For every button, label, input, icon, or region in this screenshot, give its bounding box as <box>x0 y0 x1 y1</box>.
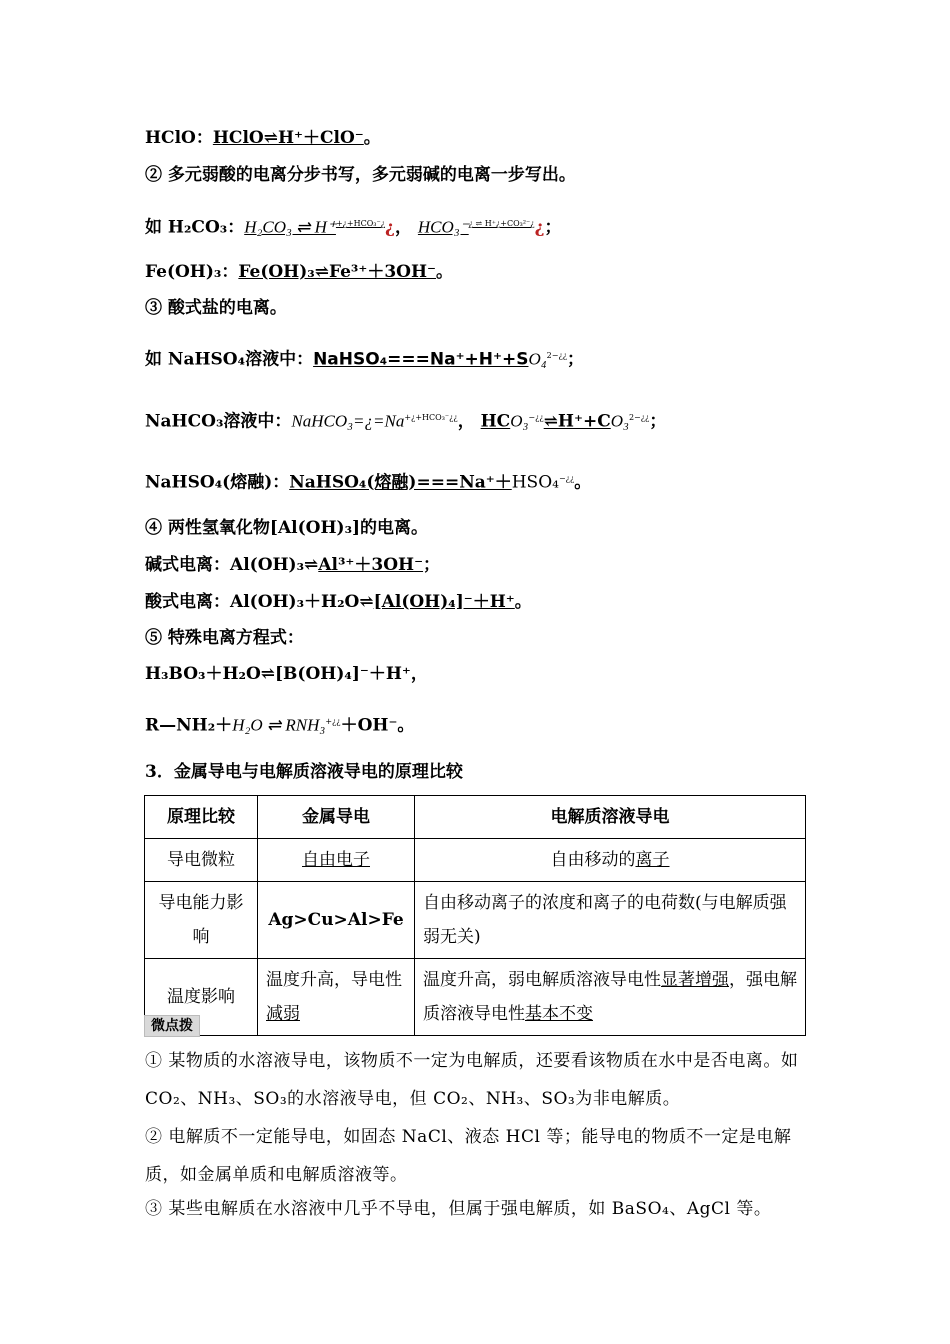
acid-ionization-line <box>145 590 532 614</box>
melt-line <box>145 467 591 495</box>
nahso4-line <box>145 344 584 372</box>
punct: 。 <box>363 128 381 148</box>
nahco3-eq1-sup: +¿+HCO₃⁻¿¿ <box>404 413 458 422</box>
header-cell: 原理比较 <box>145 796 258 839</box>
tip-badge: 微点拨 <box>144 1015 200 1037</box>
metal-cell <box>258 959 415 1036</box>
row-label: 导电能力影响 <box>145 882 258 959</box>
nahco3-eq2-a: HC <box>480 411 511 432</box>
nahco3-eq2-b-sup: −¿¿ <box>528 413 544 422</box>
h2co3-eq1-sup: +¿+HCO₃⁻¿ <box>335 219 386 228</box>
base-ionization-line <box>145 553 440 577</box>
solution-key: 离子 <box>635 850 670 870</box>
table-row <box>145 959 806 1036</box>
h2co3-label: 如 H₂CO₃： <box>145 217 245 238</box>
punct: ； <box>544 217 562 238</box>
h2co3-eq1-tail: ¿ <box>385 217 395 238</box>
solution-cell: 自由移动离子的浓度和离子的电荷数(与电解质强弱无关) <box>415 882 806 959</box>
metal-key: 减弱 <box>266 1004 300 1024</box>
feoh3-equation: Fe(OH)₃⇌Fe³⁺＋3OH⁻ <box>238 262 437 282</box>
melt-label: NaHSO₄(熔融)： <box>145 472 290 493</box>
nahco3-eq2-c: ⇌H⁺+C <box>543 411 611 432</box>
rnh2-c: ＋OH⁻。 <box>340 715 415 736</box>
hclo-label: HClO： <box>145 128 213 148</box>
punct: ， <box>394 217 412 238</box>
h2co3-line <box>145 212 562 240</box>
punct: ， <box>457 411 475 432</box>
solution-key: 显著增强 <box>661 970 729 990</box>
rule-3: ③ 酸式盐的电离。 <box>145 298 287 318</box>
nahco3-label: NaHCO₃溶液中： <box>145 411 292 432</box>
metal-cell <box>258 839 415 882</box>
rnh2-line <box>145 710 414 738</box>
header-cell: 金属导电 <box>258 796 415 839</box>
punct: ； <box>649 411 667 432</box>
nahso4-sup: 2−¿¿ <box>546 351 568 360</box>
h3bo3-line: H₃BO₃＋H₂O⇌[B(OH)₄]⁻＋H⁺， <box>145 664 428 684</box>
metal-value: 自由电子 <box>302 850 370 870</box>
melt-equation: NaHSO₄(熔融)===Na⁺＋ <box>289 472 512 493</box>
acid-equation: [Al(OH)₄]⁻＋H⁺ <box>373 592 515 612</box>
row-label: 温度影响 <box>145 959 258 1036</box>
melt-tail: HSO₄ <box>511 472 559 493</box>
comparison-table <box>144 795 806 1036</box>
solution-text: 自由移动的 <box>550 850 636 870</box>
nahco3-eq2-b: O₃ <box>510 411 529 431</box>
note-1: ① 某物质的水溶液导电，该物质不一定为电解质，还要看该物质在水中是否电离。如 CO₂、NH₃、SO₃的水溶液导电，但 CO₂、NH₃、SO₃为非电解质。 <box>145 1051 799 1109</box>
h2co3-eq2-sup: ¿ ⇌ H⁺¿+CO₃²⁻¿ <box>468 219 535 228</box>
punct: 。 <box>574 472 592 493</box>
rule-4: ④ 两性氢氧化物[Al(OH)₃]的电离。 <box>145 518 429 538</box>
h2co3-eq1: H₂CO₃ ⇌ H⁺ <box>244 217 336 237</box>
section-3-title: 3．金属导电与电解质溶液导电的原理比较 <box>145 762 463 782</box>
rnh2-b: H₂O ⇌ RNH₃ <box>232 715 326 735</box>
table-header-row <box>145 796 806 839</box>
punct: ； <box>567 349 585 370</box>
hclo-equation: HClO⇌H⁺＋ClO⁻ <box>212 128 364 148</box>
nahco3-eq2-d-sup: 2−¿¿ <box>628 413 650 422</box>
hclo-line <box>145 126 381 150</box>
nahso4-label: 如 NaHSO₄溶液中： <box>145 349 314 370</box>
h2co3-eq2: HCO₃⁻ <box>417 217 469 237</box>
feoh3-label: Fe(OH)₃： <box>145 262 239 282</box>
punct: 。 <box>436 262 454 282</box>
melt-sup: −¿¿ <box>558 474 575 483</box>
nahco3-line <box>145 406 666 434</box>
solution-cell <box>415 839 806 882</box>
punct: 。 <box>514 592 532 612</box>
solution-key: 基本不变 <box>525 1004 593 1024</box>
feoh3-line <box>145 260 453 284</box>
metal-text: 温度升高，导电性 <box>266 970 402 990</box>
acid-label: 酸式电离：Al(OH)₃＋H₂O⇌ <box>145 592 374 612</box>
base-equation: Al³⁺＋3OH⁻ <box>318 555 424 575</box>
nahso4-equation: NaHSO₄===Na⁺+H⁺+S <box>313 349 529 370</box>
table-row <box>145 882 806 959</box>
metal-cell: Ag>Cu>Al>Fe <box>258 882 415 959</box>
header-cell: 电解质溶液导电 <box>415 796 806 839</box>
note-3: ③ 某些电解质在水溶液中几乎不导电，但属于强电解质，如 BaSO₄、AgCl 等。 <box>145 1199 772 1219</box>
rule-5: ⑤ 特殊电离方程式： <box>145 628 304 648</box>
base-label: 碱式电离：Al(OH)₃⇌ <box>145 555 319 575</box>
rule-2: ② 多元弱酸的电离分步书写，多元弱碱的电离一步写出。 <box>145 165 576 185</box>
rnh2-sup: +¿¿ <box>325 717 341 726</box>
h2co3-eq2-tail: ¿ <box>534 217 545 238</box>
punct: ； <box>423 555 441 575</box>
rnh2-a: R—NH₂＋ <box>145 715 233 736</box>
row-label: 导电微粒 <box>145 839 258 882</box>
solution-cell <box>415 959 806 1036</box>
table-row <box>145 839 806 882</box>
solution-text: 温度升高，弱电解质溶液导电性 <box>423 970 661 990</box>
solution-text: ，强电解质溶液导电性 <box>423 970 797 1024</box>
nahso4-tail: O₄ <box>528 349 547 369</box>
nahco3-eq2-d: O₃ <box>610 411 629 431</box>
nahco3-eq1: NaHCO₃=¿=Na <box>291 411 405 431</box>
note-2: ② 电解质不一定能导电，如固态 NaCl、液态 HCl 等；能导电的物质不一定是电解质，如金属单质和电解质溶液等。 <box>145 1127 792 1185</box>
